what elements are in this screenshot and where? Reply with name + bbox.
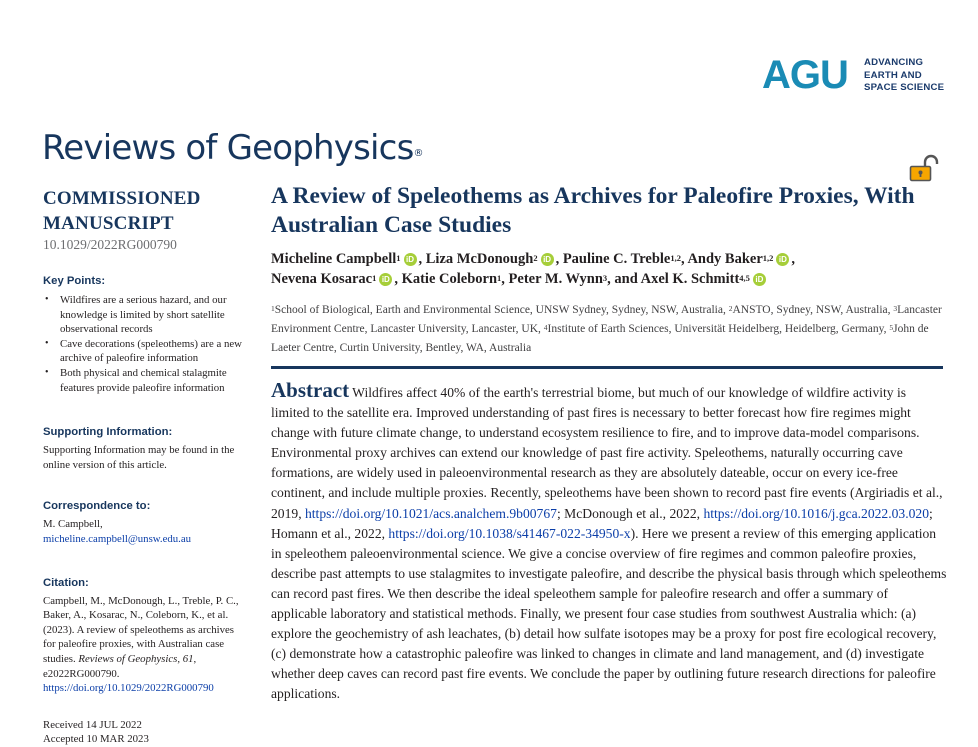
agu-tagline-line: ADVANCING	[864, 57, 924, 68]
header-rule	[271, 366, 943, 369]
abstract-body	[271, 385, 946, 701]
author-affiliation-number: 1,2	[670, 253, 681, 263]
abstract-text: ; McDonough et al., 2022,	[556, 505, 704, 521]
article-type: COMMISSIONED MANUSCRIPT	[43, 188, 201, 234]
key-points-list	[43, 293, 248, 395]
author-name[interactable]: Katie Coleborn	[401, 270, 498, 287]
author[interactable]	[271, 251, 419, 267]
affiliation-number: 2	[728, 304, 733, 313]
accepted-date: Accepted 10 MAR 2023	[43, 733, 149, 746]
citation-id: , e2022RG000790.	[43, 652, 197, 680]
agu-tagline-line: SPACE SCIENCE	[864, 82, 945, 93]
author[interactable]	[402, 271, 502, 287]
author-affiliation-number: 4,5	[739, 272, 750, 283]
correspondence-email-line	[43, 532, 248, 547]
orcid-icon[interactable]: iD	[404, 253, 417, 266]
agu-tagline-line: EARTH AND	[864, 69, 922, 81]
author-name[interactable]: Axel K. Schmitt	[640, 270, 740, 287]
author-affiliation-number: 1	[372, 272, 377, 283]
abstract-doi-link[interactable]: https://doi.org/10.1021/acs.analchem.9b00767	[304, 505, 557, 521]
journal-title	[42, 126, 424, 170]
author-name[interactable]: Liza McDonough	[425, 251, 534, 267]
abstract-doi-link[interactable]: https://doi.org/10.1016/j.gca.2022.03.020	[703, 505, 930, 521]
citation-text	[43, 594, 241, 696]
author-name[interactable]: Pauline C. Treble	[562, 251, 671, 267]
supporting-info-heading: Supporting Information:	[43, 426, 173, 439]
open-access-lock-icon[interactable]	[909, 154, 941, 182]
affiliation-number: 3	[893, 304, 898, 313]
agu-logo	[762, 52, 947, 98]
author-name[interactable]: Nevena Kosarac	[271, 270, 373, 287]
key-point: • Cave decorations (speleothems) are a new archive of paleofire information	[43, 337, 248, 366]
affiliation-number: 5	[889, 323, 894, 332]
author-affiliation-number: 1	[396, 253, 401, 263]
trademark-symbol: ®	[413, 148, 424, 159]
author[interactable]	[509, 271, 608, 287]
key-points-heading: Key Points:	[43, 275, 106, 287]
author-affiliation-number: 1,2	[762, 253, 774, 263]
orcid-icon[interactable]: iD	[776, 253, 789, 266]
author-name[interactable]: Peter M. Wynn	[508, 270, 603, 287]
key-point: • Both physical and chemical stalagmite features provide paleofire information	[43, 366, 248, 395]
orcid-icon[interactable]: iD	[753, 273, 766, 286]
correspondence-email-link[interactable]: micheline.campbell@unsw.edu.au	[43, 532, 192, 545]
affiliation-text: ANSTO, Sydney, NSW, Australia,	[732, 304, 894, 316]
article-title: A Review of Speleothems as Archives for Paleofire Proxies, With Australian Case Studies	[271, 183, 915, 238]
author[interactable]	[426, 251, 556, 267]
author[interactable]	[641, 271, 768, 287]
affiliation-text: Lancaster Environment Centre, Lancaster University, Lancaster, UK,	[271, 304, 942, 335]
article-doi: 10.1029/2022RG000790	[43, 237, 177, 252]
citation-body: Campbell, M., McDonough, L., Treble, P. C., Baker, A., Kosarac, N., Coleborn, K., et al. (2023). A review of speleothems as archives for paleofire proxies, with Australian case studies.	[43, 594, 239, 665]
author-name[interactable]: Micheline Campbell	[271, 251, 397, 267]
affiliation-text: John de Laeter Centre, Curtin University, Bentley, WA, Australia	[271, 323, 929, 354]
author[interactable]	[563, 251, 681, 267]
affiliation-text: Institute of Earth Sciences, Universität Heidelberg, Heidelberg, Germany,	[547, 323, 890, 335]
abstract-text: ; Homann et al., 2022,	[271, 505, 933, 541]
abstract-heading: Abstract	[271, 378, 350, 402]
abstract-text: ). Here we present a review of this emerging application in speleothem paleoenvironmental science. We give a concise overview of fire regimes and common paleofire proxies, describe past attempts to use stalagmites to investigate paleofire, and describe the physical basis through which speleothems can record past fires. We then describe the ideal speleothem sample for paleofire research and offer a summary of applicable laboratory and statistical methods. Finally, we present four case studies from southwest Australia which: (a) explore the geochemistry of ash leachates, (b) detail how sulfate isotopes may be a proxy for post fire ecological recovery, (c) demonstrate how a catastrophic paleofire was linked to changes in climate and land management, and (d) investigate whether deep caves can record past fire events. We conclude the paper by outlining future research directions for paleofire applications.	[271, 525, 947, 702]
key-point: • Wildfires are a serious hazard, and our knowledge is limited by short satellite observational records	[43, 293, 248, 337]
orcid-icon[interactable]: iD	[541, 253, 554, 266]
correspondence-heading: Correspondence to:	[43, 500, 151, 513]
author-list: Micheline Campbell$^1$ iD , Liza McDonough$^2$ iD , Pauline C. Treble$^{1,2}$, Andy Baker$^{1,2}$ iD , Nevena Kosarac$^1$ iD , Katie Coleborn$^1$, Peter M. Wynn$^3$, and Axel K. Schmitt$^{4,5}$ iD	[271, 251, 796, 287]
author-affiliation-number: 2	[533, 253, 538, 263]
affiliation-number: 4	[543, 323, 548, 332]
author[interactable]	[271, 271, 394, 287]
author-affiliation-number: 3	[602, 272, 608, 283]
author-affiliation-number: 1	[497, 272, 502, 283]
sidebar	[43, 186, 248, 747]
journal-name: Reviews of Geophysics	[42, 128, 414, 168]
citation-doi-link[interactable]: https://doi.org/10.1029/2022RG000790	[43, 682, 214, 695]
abstract	[271, 380, 947, 705]
abstract-doi-link[interactable]: https://doi.org/10.1038/s41467-022-34950-x	[388, 525, 631, 541]
agu-logo-mark: AGU	[762, 53, 848, 97]
citation-journal: Reviews of Geophysics, 61	[78, 652, 194, 665]
affiliations	[271, 301, 943, 358]
agu-tagline	[864, 57, 944, 95]
abstract-text: Wildfires affect 40% of the earth's terrestrial biome, but much of our knowledge of wildfire activity is limited to the satellite era. Improved understanding of past fires is necessary to better forecast how fire regimes might change with future climate change, to understand ecosystem resilience to fire, and to improve data-model comparisons. Environmental proxy archives can extend our knowledge of past fire activity. Speleothems, naturally occurring cave formations, are widely used in paleoenvironmental research as they are absolutely dateable, occur on every ice-free continent, and include multiple proxies. Recently, speleothems have been shown to record past fire events (Argiriadis et al., 2019,	[271, 385, 943, 521]
affiliation-number: 1	[271, 304, 275, 313]
affiliation-text: School of Biological, Earth and Environmental Science, UNSW Sydney, Sydney, NSW, Australia,	[274, 304, 729, 316]
citation-heading: Citation:	[43, 576, 89, 589]
orcid-icon[interactable]: iD	[379, 273, 392, 286]
author[interactable]	[687, 251, 791, 267]
author-name[interactable]: Andy Baker	[687, 251, 763, 267]
received-date: Received 14 JUL 2022	[43, 718, 142, 731]
supporting-info-text: Supporting Information may be found in the online version of this article.	[43, 444, 235, 471]
correspondence-name: M. Campbell,	[43, 518, 103, 531]
